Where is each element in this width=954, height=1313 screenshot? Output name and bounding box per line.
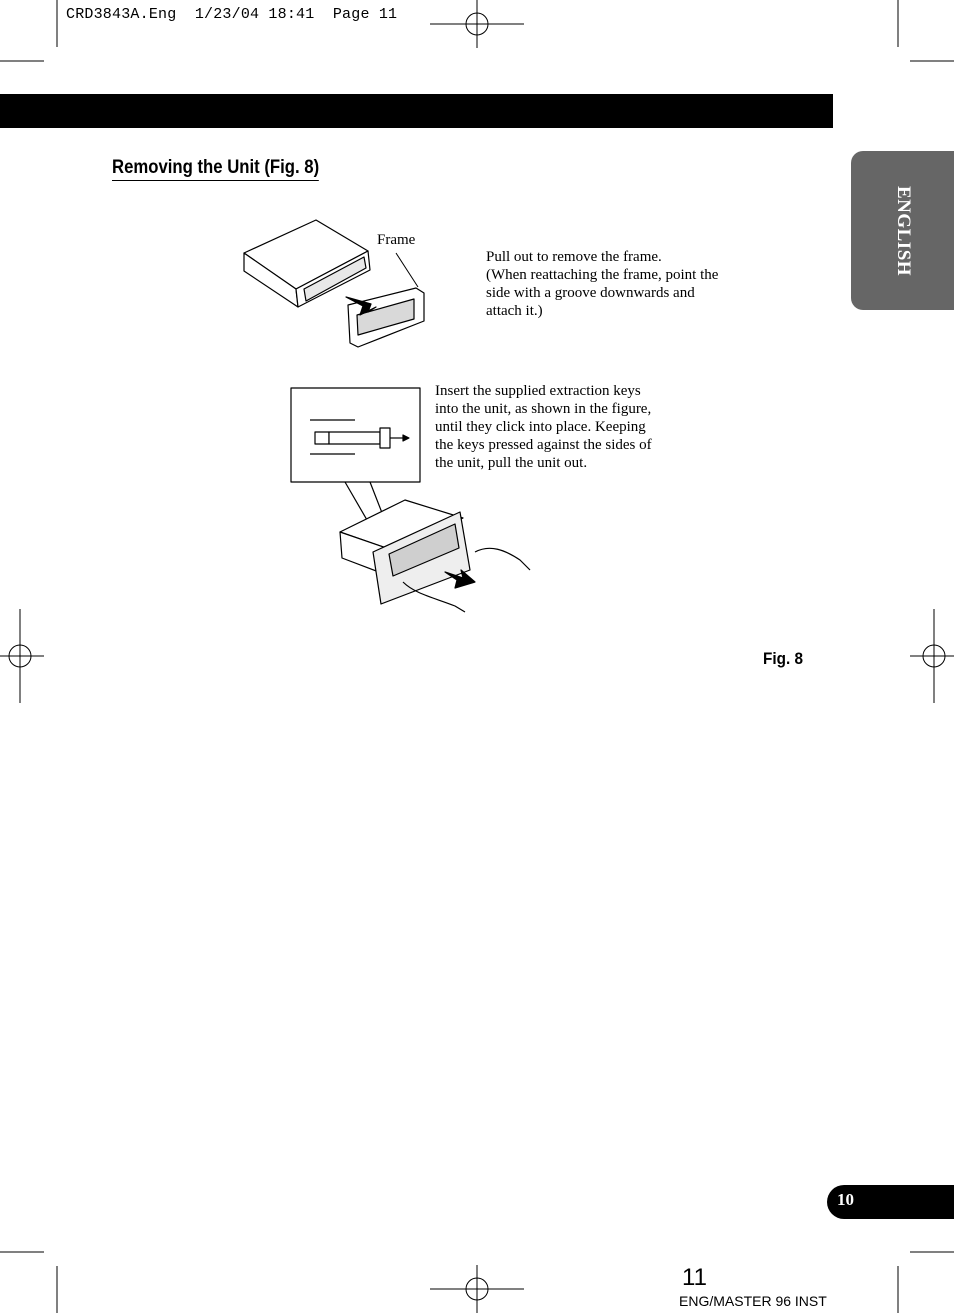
language-tab-label: ENGLISH <box>892 185 914 276</box>
caption-line: side with a groove downwards and <box>486 285 695 301</box>
page-badge-number: 10 <box>837 1190 854 1209</box>
header-bar <box>0 94 833 128</box>
page-badge <box>827 1185 954 1219</box>
caption-line: the keys pressed against the sides of <box>435 437 652 453</box>
footer-doc-code: ENG/MASTER 96 INST <box>679 1293 827 1309</box>
caption-line: Insert the supplied extraction keys <box>435 383 641 399</box>
caption-line: until they click into place. Keeping <box>435 419 646 435</box>
language-tab <box>851 151 954 310</box>
pull-out-caption <box>486 248 718 320</box>
caption-line: Pull out to remove the frame. <box>486 249 662 265</box>
caption-line: (When reattaching the frame, point the <box>486 267 719 283</box>
footer-page-number: 11 <box>682 1264 707 1291</box>
frame-label: Frame <box>377 232 416 248</box>
section-title: Removing the Unit (Fig. 8) <box>112 157 319 181</box>
caption-line: into the unit, as shown in the figure, <box>435 401 652 417</box>
insert-keys-caption <box>435 382 652 472</box>
figure-label: Fig. 8 <box>763 649 803 668</box>
caption-line: the unit, pull the unit out. <box>435 455 588 471</box>
print-slug: CRD3843A.Eng 1/23/04 18:41 Page 11 <box>66 6 398 23</box>
caption-line: attach it.) <box>486 303 543 319</box>
